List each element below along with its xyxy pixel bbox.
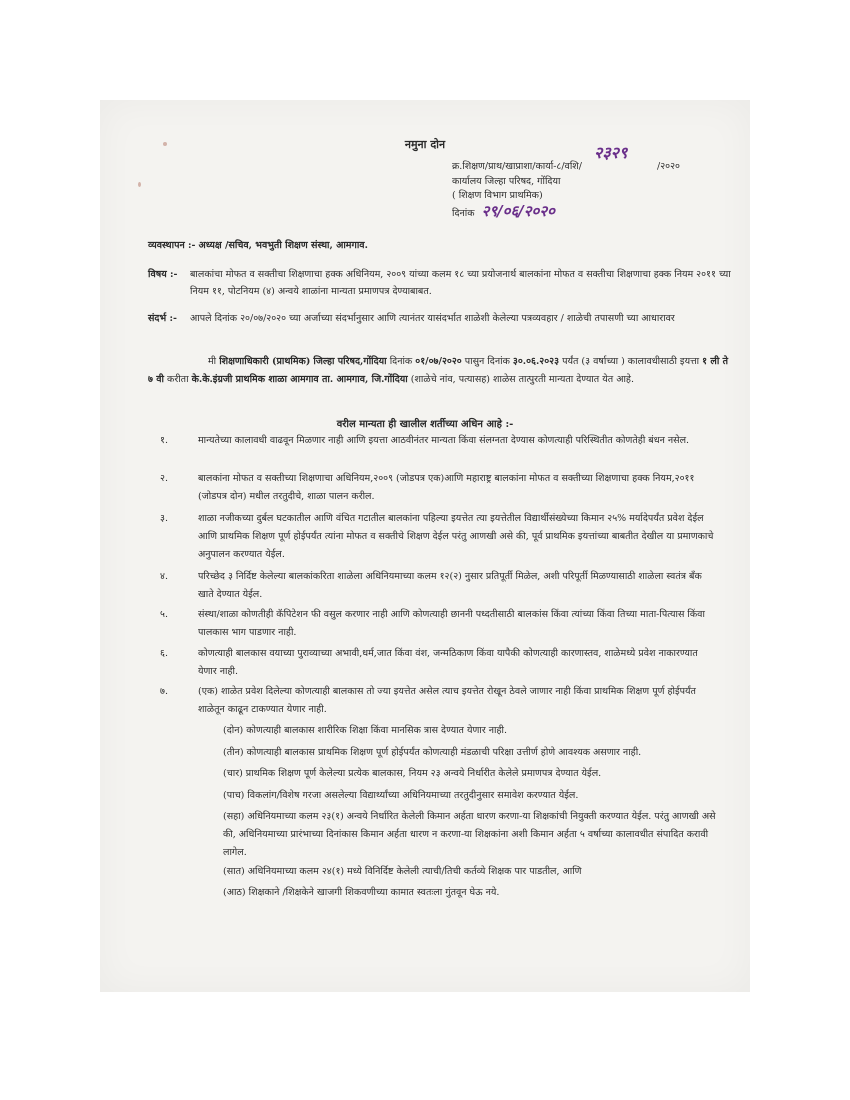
reference-number-handwritten: २३२९ bbox=[594, 143, 628, 162]
condition-number: ४. bbox=[160, 571, 168, 582]
condition-number: ६. bbox=[160, 648, 168, 659]
condition-item bbox=[160, 683, 718, 719]
main-text: करीता bbox=[167, 373, 189, 385]
office-line-1: कार्यालय जिल्हा परिषद, गोंदिया bbox=[452, 175, 561, 187]
officer-office: जिल्हा परिषद,गोंदिया bbox=[313, 356, 387, 367]
sub-item: (सहा) अधिनियमाच्या कलम २३(१) अन्वये निर्धारित केलेली किमान अर्हता धारण करणा-या शिक्षकांची नियुक्ती करण्यात येईल. परंतु आणखी असे की, अधिनियमाच्या प्रारंभाच्या दिनांकास किमान अर्हता धारण न करणा-या शिक्षकांना अशी किमान अर्हता ५ वर्षाच्या कालावधीत संपादित करावी लागेल. bbox=[223, 811, 716, 858]
page-title: नमुना दोन bbox=[404, 138, 446, 151]
sub-item: (तीन) कोणत्याही बालकास प्राथमिक शिक्षण पूर्ण होईपर्यंत कोणत्याही मंडळाची परिक्षा उत्तीर्ण होणे आवश्यक असणार नाही. bbox=[223, 747, 642, 758]
main-text: पासुन दिनांक bbox=[464, 356, 510, 367]
condition-text: मान्यतेच्या कालावधी वाढवून मिळणार नाही आणि इयत्ता आठवीनंतर मान्यता किंवा संलग्नता देण्यास कोणत्याही परिस्थितीत कोणतेही बंधन नसेल. bbox=[198, 435, 690, 446]
office-line-2: ( शिक्षण विभाग प्राथमिक) bbox=[452, 190, 543, 201]
sub-item: (आठ) शिक्षकाने /शिक्षकेने खाजगी शिकवणीच्या कामात स्वतःला गुंतवून घेऊ नये. bbox=[223, 887, 500, 898]
condition-item bbox=[160, 470, 718, 506]
reference-year: /२०२० bbox=[657, 161, 680, 172]
scanned-page bbox=[100, 100, 750, 992]
end-date: ३०.०६.२०२३ bbox=[512, 356, 560, 367]
condition-number: ७. bbox=[160, 686, 168, 697]
main-text: मी bbox=[208, 356, 217, 367]
reference-label: संदर्भ :- bbox=[148, 313, 177, 324]
condition-number: ५. bbox=[160, 609, 168, 620]
condition-item bbox=[160, 432, 718, 450]
condition-text: बालकांना मोफत व सक्तीच्या शिक्षणाचा अधिनियम,२००९ (जोडपत्र एक)आणि महाराष्ट्र बालकांना मोफत व सक्तीच्या शिक्षणाचा हक्क नियम,२०११ (जोडपत्र दोन) मधील तरतुदीचे, शाळा पालन करील. bbox=[198, 473, 695, 502]
condition-item bbox=[160, 510, 718, 564]
reference-paragraph bbox=[148, 310, 733, 327]
main-text: (शाळेचे नांव, पत्यासह) शाळेस तात्पुरती मान्यता देण्यात येत आहे. bbox=[410, 373, 634, 385]
condition-text: शाळा नजीकच्या दुर्बल घटकातील आणि वंचित गटातील बालकांना पहिल्या इयत्तेत त्या इयत्तेतील विद्यार्थीसंख्येच्या किमान २५% मर्यादेपर्यंत प्रवेश देईल आणि प्राथमिक शिक्षण पूर्ण होईपर्यंत त्यांना मोफत व सक्तीचे शिक्षण देईल परंतु आणखी असे की, पूर्व प्राथमिक इयत्तांच्या बाबतीत देखील या प्रमाणकाचे अनुपालन करण्यात येईल. bbox=[198, 513, 714, 560]
sub-item: (चार) प्राथमिक शिक्षण पूर्ण केलेल्या प्रत्येक बालकास, नियम २३ अन्वये निर्धारीत केलेले प्रमाणपत्र देण्यात येईल. bbox=[223, 768, 602, 779]
reference-number-prefix: क्र.शिक्षण/प्राथ/खाप्राशा/कार्या-८/वशि/ bbox=[452, 161, 582, 172]
class-range: १ ली ते ७ वी bbox=[148, 356, 729, 385]
school-name: के.के.इंग्रजी प्राथमिक शाळा आमगाव ता. आमगाव, जि.गोंदिया bbox=[191, 373, 408, 385]
sub-item: (दोन) कोणत्याही बालकास शारीरिक शिक्षा किंवा मानसिक त्रास देण्यात येणार नाही. bbox=[223, 725, 507, 736]
date-label: दिनांक bbox=[452, 207, 475, 219]
conditions-title: वरील मान्यता ही खालील शर्तीच्या अधिन आहे :- bbox=[336, 419, 514, 430]
condition-number: २. bbox=[160, 473, 168, 484]
reference-block bbox=[452, 143, 732, 221]
subject-paragraph bbox=[148, 266, 733, 300]
condition-item bbox=[160, 606, 718, 642]
condition-text: कोणत्याही बालकास वयाच्या पुराव्याच्या अभावी,धर्म,जात किंवा वंश, जन्मठिकाण किंवा यापैकी कोणत्याही कारणास्तव, शाळेमध्ये प्रवेश नाकारण्यात येणार नाही. bbox=[198, 648, 698, 677]
main-paragraph bbox=[148, 353, 733, 388]
management-line bbox=[148, 237, 723, 254]
condition-text: (एक) शाळेत प्रवेश दिलेल्या कोणत्याही बालकास तो ज्या इयत्तेत असेल त्याच इयत्तेत रोखून ठेवले जाणार नाही किंवा प्राथमिक शिक्षण पूर्ण होईपर्यंत शाळेतून काढून टाकण्यात येणार नाही. bbox=[198, 686, 696, 715]
condition-text: संस्था/शाळा कोणतीही कॅपिटेशन फी वसुल करणार नाही आणि कोणत्याही छाननी पध्दतीसाठी बालकांस किंवा त्यांच्या किंवा तिच्या माता-पित्यास किंवा पालकास भाग पाडणार नाही. bbox=[198, 609, 705, 638]
main-text: पर्यंत (३ वर्षाच्या ) कालावधीसाठी इयत्ता bbox=[562, 356, 700, 367]
condition-item bbox=[160, 568, 718, 604]
sub-item: (सात) अधिनियमाच्या कलम २४(१) मध्ये विनिर्दिष्ट केलेली त्याची/तिची कर्तव्ये शिक्षक पार पाडतील, आणि bbox=[223, 866, 582, 877]
subject-text: बालकांचा मोफत व सक्तीचा शिक्षणाचा हक्क अधिनियम, २००९ यांच्या कलम १८ च्या प्रयोजनार्थ बालकांना मोफत व सक्तीचा शिक्षणाचा हक्क नियम २०११ च्या नियम ११, पोटनियम (४) अन्वये शाळांना मान्यता प्रमाणपत्र देण्याबाबत. bbox=[190, 269, 731, 297]
sub-item: (पाच) विकलांग/विशेष गरजा असलेल्या विद्यार्थ्यांच्या अधिनियमाच्या तरतुदीनुसार समावेश करण्यात येईल. bbox=[223, 790, 579, 801]
date-handwritten: २९/०६/२०२० bbox=[481, 201, 555, 220]
officer-designation: शिक्षणाधिकारी (प्राथमिक) bbox=[219, 356, 311, 367]
condition-number: १. bbox=[160, 435, 168, 446]
reference-text: आपले दिनांक २०/०७/२०२० च्या अर्जाच्या संदर्भानुसार आणि त्यानंतर यासंदर्भात शाळेशी केलेल्या पत्रव्यवहार / शाळेची तपासणी च्या आधारावर bbox=[190, 313, 675, 324]
management-text: अध्यक्ष /सचिव, भवभुती शिक्षण संस्था, आमगाव. bbox=[198, 240, 368, 251]
main-text: दिनांक bbox=[389, 356, 413, 367]
condition-text: परिच्छेद ३ निर्दिष्ट केलेल्या बालकांकरिता शाळेला अधिनियमाच्या कलम १२(२) नुसार प्रतिपूर्ती मिळेल, अशी परिपूर्ती मिळण्यासाठी शाळेला स्वतंत्र बँक खाते देण्यात येईल. bbox=[198, 571, 702, 600]
subject-label: विषय :- bbox=[148, 269, 178, 280]
condition-number: ३. bbox=[160, 513, 168, 524]
condition-item bbox=[160, 645, 718, 681]
stain-mark bbox=[138, 182, 141, 187]
start-date: ०१/०७/२०२० bbox=[415, 356, 462, 367]
management-label: व्यवस्थापन :- bbox=[148, 240, 196, 251]
